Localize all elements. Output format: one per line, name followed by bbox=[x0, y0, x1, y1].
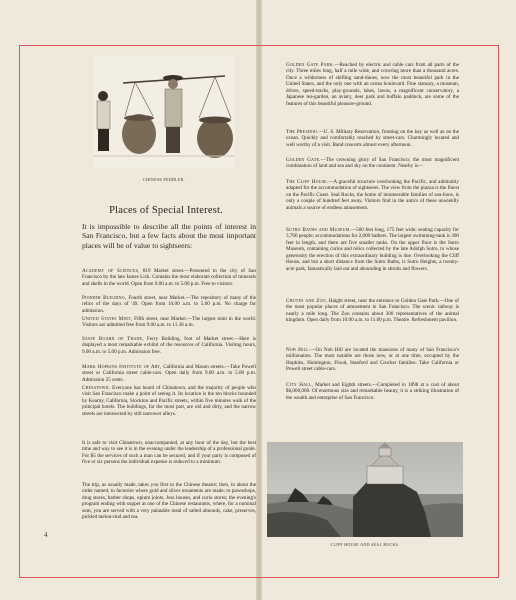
presidio-paragraph bbox=[286, 129, 459, 148]
pioneer-text: Fourth street, near Market.—The repository of many of the relics of the days of '49. Open from 10.00 a.m. to 5.00 p.m. No charge for admission. bbox=[82, 295, 256, 314]
mint-title: United States Mint, bbox=[82, 316, 133, 322]
cliff-house-caption: CLIFF HOUSE AND SEAL ROCKS. bbox=[330, 542, 400, 547]
golden-gate-paragraph bbox=[286, 157, 459, 170]
ggp-text: —Reached by electric and cable cars from all parts of the city. Three miles long, half a mile wide, and covering more than a thousand acres. Once a wilderness of shifting sand-dunes, now the most beautiful park in the United States, and the only one with an ocean boulevard. Fine statuary, a museum, drives, speed-tracks, play-grounds, lakes, lawns, a magnificent conservatory, a Japanese tea-garden, an aviary, deer park and buffalo paddock, are some of the features of this beautiful pleasure-ground. bbox=[286, 62, 459, 107]
cliff-house-title: The Cliff House. bbox=[286, 179, 329, 185]
chutes-title: Chutes and Zoo, bbox=[286, 298, 328, 304]
cliff-house-photo bbox=[267, 442, 463, 537]
page-number: 4 bbox=[44, 531, 48, 539]
cliff-house-paragraph bbox=[286, 179, 459, 211]
presidio-text: —U. S. Military Reservation, fronting on the bay as well as on the ocean. Quickly and comfortably reached by street-cars. Charmingly located and well worthy of a visit. Band concerts almost every afternoon. bbox=[286, 129, 459, 148]
board-of-trade-title: State Board of Trade, bbox=[82, 336, 144, 342]
ggp-title: Golden Gate Park. bbox=[286, 62, 335, 68]
mint-text: Fifth street, near Market.—The largest mint in the world. Visitors are admitted free from 9.00 a.m. to 11.30 a.m. bbox=[82, 316, 256, 329]
sutro-title: Sutro Baths and Museum. bbox=[286, 227, 351, 233]
sutro-text: —500 feet long, 175 feet wide; seating capacity for 3,700 people; accommodations for 2,000 bathers. The largest swimming-tank is 300 feet in length, and there are five smaller tanks. On the upper floor is the Sutro Museum, containing curios and relics collected by the late Adolph Sutro, to whose generosity the erection of this extraordinary building is due. Overlooking the Cliff House, and but a short distance from the Sutro Baths, is Sutro Heights, a twenty-acre park, fantastically laid out and abounding in shrubs and flowers. bbox=[286, 227, 459, 272]
mint-paragraph bbox=[82, 316, 256, 329]
city-hall-title: City Hall, bbox=[286, 382, 314, 388]
board-of-trade-paragraph bbox=[82, 336, 256, 355]
pioneer-title: Pioneer Building, bbox=[82, 295, 127, 301]
academy-text: 819 Market street.—Presented to the city of San Francisco by the late James Lick. Contains the most elaborate collection of minerals and shells in the world. Open from 9.00 a.m. to 5.00 p.m. Free to visitors. bbox=[82, 268, 256, 287]
golden-gate-title: Golden Gate. bbox=[286, 157, 321, 163]
chinese-peddler-photo bbox=[93, 56, 235, 168]
presidio-title: The Presidio. bbox=[286, 129, 319, 135]
cliff-house-text: —A graceful structure overlooking the Pacific, and admirably adapted for the accommodation of sightseers. The view from the piazza is the finest on the Pacific Coast. Seal Rocks, the home of innumerable families of sea-lions, is only a couple of hundred feet away. Visitors find in the antics of these unwieldly animals a source of endless amusement. bbox=[286, 179, 459, 211]
city-hall-paragraph bbox=[286, 382, 459, 401]
nob-hill-text: —On Nob Hill are located the mansions of many of San Francisco's millionaires. The most notable are those now, or at one time, occupied by the Hopkins, Huntington, Flood, Stanford and Crocker families. Take California or Powell street cable-cars. bbox=[286, 347, 459, 373]
nob-hill-title: Nob Hill. bbox=[286, 347, 311, 353]
chinatown-text: Everyone has heard of Chinatown, and the majority of people who visit San Francisco make a point of seeing it. Its location is the ten blocks bounded by Kearny, California, Stockton and Pacific streets, within five minutes walk of the principal hotels. The buildings, for the most part, are old and dirty, and the narrow streets are intersected by still narrower alleys. bbox=[82, 385, 256, 417]
board-of-trade-text: Ferry Building, foot of Market street.—Here is displayed a most remarkable exhibit of the resources of California. Visiting hours, 9.00 a.m. to 5.00 p.m. Admission free. bbox=[82, 336, 256, 355]
hopkins-title: Mark Hopkins Institute of Art, bbox=[82, 364, 162, 370]
pioneer-paragraph bbox=[82, 295, 256, 314]
sutro-baths-paragraph bbox=[286, 227, 459, 272]
academy-paragraph bbox=[82, 268, 256, 287]
city-hall-text: Market and Eighth streets.—Completed in 1898 at a cost of about $6,000,000. Of enormous size and remarkable beauty, it is a striking illustration of the wealth and enterprise of San Francisco. bbox=[286, 382, 459, 401]
hopkins-paragraph bbox=[82, 364, 256, 383]
trip-paragraph bbox=[82, 482, 256, 521]
chutes-text: Haight street, near the entrance to Golden Gate Park.—One of the most popular places of amusement in San Francisco. The scenic railway is nearly a mile long. The Zoo contains about 300 representatives of the animal kingdom. Open daily from 10.00 a.m. to 11.00 p.m. Theatre. Refreshment pavilion. bbox=[286, 298, 459, 324]
peddler-photo-caption: CHINESE PEDDLER. bbox=[143, 177, 185, 182]
visit-chinatown-paragraph bbox=[82, 440, 256, 466]
trip-text: The trip, as usually made, takes you first to the Chinese theatre; then, in about the order named, to factories where gold and silver ornaments are made; to pawnshops, drug stores, barber shops, opium joints, Joss houses, and curio stores; the evening's program ending with supper at one of the Chinese restaurants, where, for a nominal sum, you are served with a very palatable meal of salted almonds, cake, preserves, pickled melon-rind and tea. bbox=[82, 482, 256, 521]
chinatown-title: Chinatown. bbox=[82, 385, 111, 391]
golden-gate-text: —The crowning glory of San Francisco; the most magnificent combination of land and sea and sky on the continent. Nearby is— bbox=[286, 157, 459, 170]
visit-text: It is safe to visit Chinatown, unaccompanied, at any hour of the day, but the best time and way to see it is in the evening under the leadership of a professional guide. For $5 the services of such a man can be secured, and if your party is composed of five or six persons the individual expense is reduced to a minimum. bbox=[82, 440, 256, 466]
golden-gate-park-paragraph bbox=[286, 62, 459, 107]
intro-paragraph: It is impossible to describe all the points of interest in San Francisco, but a few facts about the most important places will be of value to sightseers: bbox=[82, 222, 256, 250]
section-heading: Places of Special Interest. bbox=[109, 205, 223, 216]
academy-title: Academy of Sciences, bbox=[82, 268, 140, 274]
nob-hill-paragraph bbox=[286, 347, 459, 373]
chutes-zoo-paragraph bbox=[286, 298, 459, 324]
hopkins-text: California and Mason streets.—Take Powell street or California street cable-cars. Open daily from 9.00 a.m. to 5.00 p.m. Admission 25 cents. bbox=[82, 364, 257, 383]
chinatown-paragraph bbox=[82, 385, 256, 417]
